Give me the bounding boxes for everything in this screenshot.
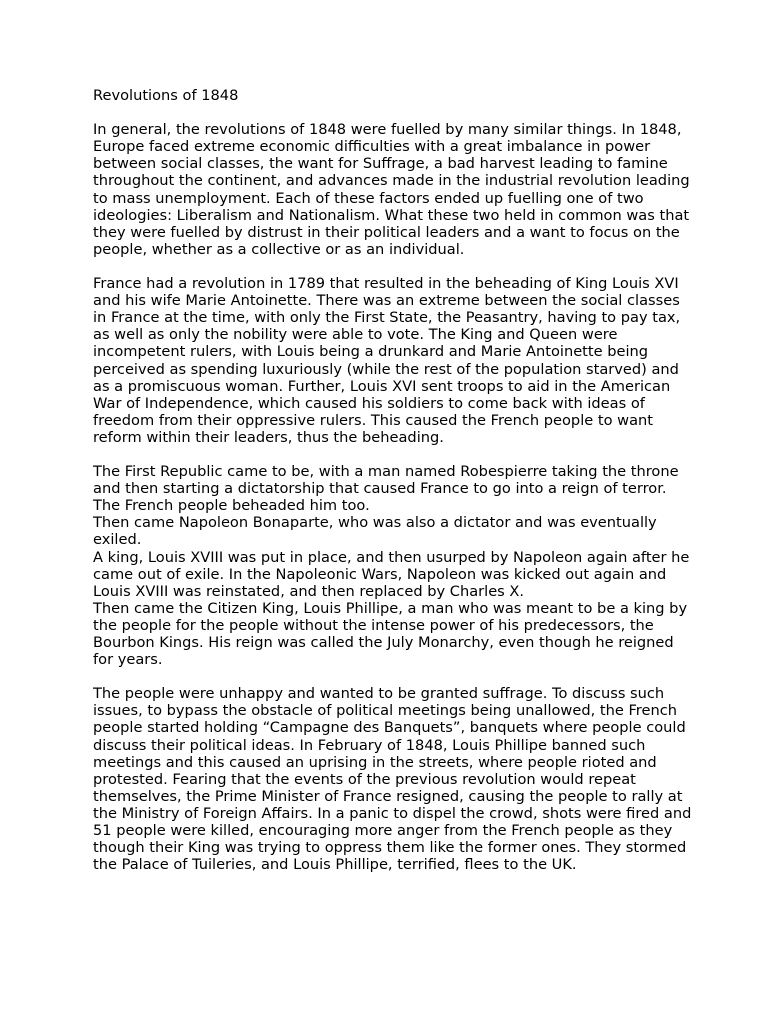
- paragraph-7: The people were unhappy and wanted to be granted suffrage. To discuss such issues, to bypass the obstacle of political meetings being unallowed, the French people started holding “Campagne des Banquets”, banquets where people could discuss their political ideas. In February of 1848, Louis Phillipe banned such meetings and this caused an uprising in the streets, where people rioted and protested. Fearing that the events of the previous revolution would repeat themselves, the Prime Minister of France resigned, causing the people to rally at the Ministry of Foreign Affairs. In a panic to dispel the crowd, shots were fired and 51 people were killed, encouraging more anger from the French people as they though their King was trying to oppress them like the former ones. They stormed the Palace of Tuileries, and Louis Phillipe, terrified, flees to the UK.: [93, 685, 692, 874]
- paragraph-5: A king, Louis XVIII was put in place, and then usurped by Napoleon again after he came out of exile. In the Napoleonic Wars, Napoleon was kicked out again and Louis XVIII was reinstated, and then replaced by Charles X.: [93, 548, 690, 600]
- paragraph-6: Then came the Citizen King, Louis Phillipe, a man who was meant to be a king by the people for the people without the intense power of his predecessors, the Bourbon Kings. His reign was called the July Monarchy, even though he reigned for years.: [93, 599, 688, 669]
- document-title: Revolutions of 1848: [93, 87, 239, 104]
- document-body: [93, 87, 693, 890]
- paragraph-3: The First Republic came to be, with a man named Robespierre taking the throne and then starting a dictatorship that caused France to go into a reign of terror. The French people beheaded him too.: [93, 463, 679, 515]
- paragraph-4: Then came Napoleon Bonaparte, who was also a dictator and was eventually exiled.: [93, 514, 657, 549]
- paragraph-1: In general, the revolutions of 1848 were fuelled by many similar things. In 1848, Europe faced extreme economic difficulties with a great imbalance in power between social classes, the want for Suffrage, a bad harvest leading to famine throughout the continent, and advances made in the industrial revolution leading to mass unemployment. Each of these factors ended up fuelling one of two ideologies: Liberalism and Nationalism. What these two held in common was that they were fuelled by distrust in their political leaders and a want to focus on the people, whether as a collective or as an individual.: [93, 121, 690, 258]
- paragraph-2: France had a revolution in 1789 that resulted in the beheading of King Louis XVI and his wife Marie Antoinette. There was an extreme between the social classes in France at the time, with only the First State, the Peasantry, having to pay tax, as well as only the nobility were able to vote. The King and Queen were incompetent rulers, with Louis being a drunkard and Marie Antoinette being perceived as spending luxuriously (while the rest of the population starved) and as a promiscuous woman. Further, Louis XVI sent troops to aid in the American War of Independence, which caused his soldiers to come back with ideas of freedom from their oppressive rulers. This caused the French people to want reform within their leaders, thus the beheading.: [93, 275, 681, 446]
